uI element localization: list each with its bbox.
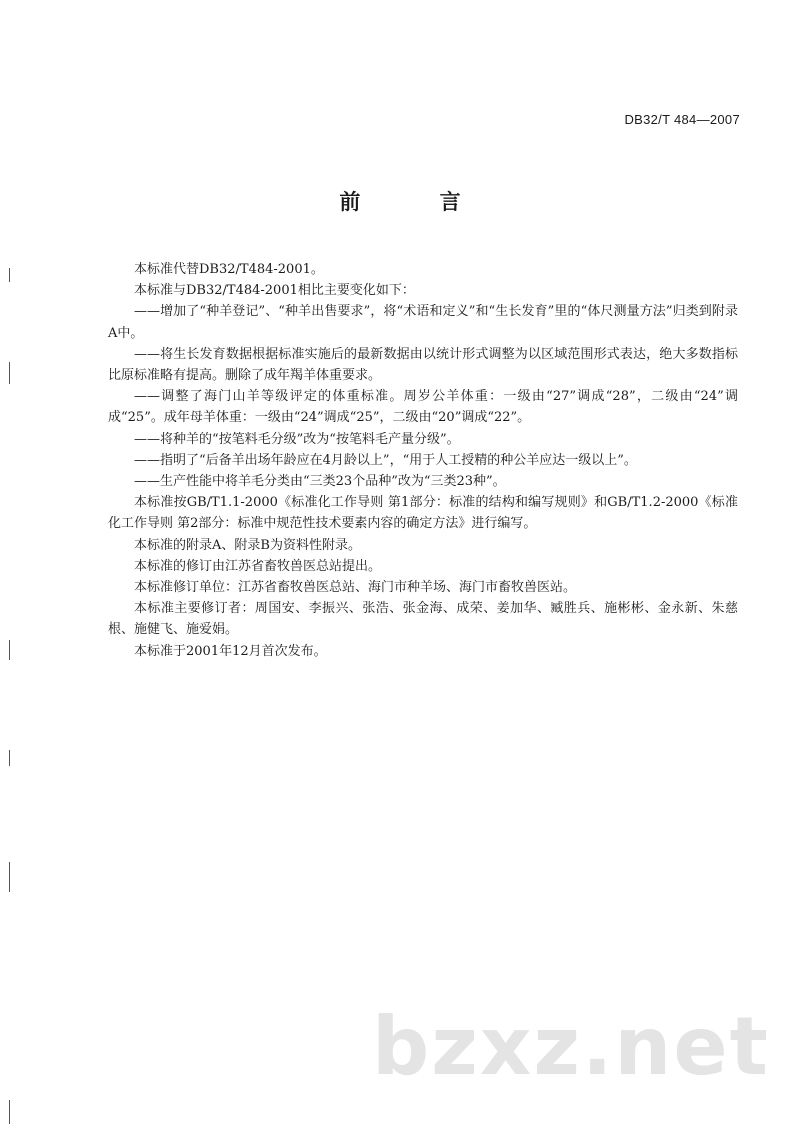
paragraph-change-3: ——调整了海门山羊等级评定的体重标准。周岁公羊体重：一级由“27”调成“28”，二级由“24”调成“25”。成年母羊体重：一级由“24”调成“25”，二级由“20”调成“22”。 — [108, 389, 738, 426]
paragraph-proposer: 本标准的修订由江苏省畜牧兽医总站提出。 — [134, 558, 382, 574]
paragraph-change-6: ——生产性能中将羊毛分类由“三类23个品种”改为“三类23种”。 — [134, 474, 506, 490]
scan-margin-mark — [9, 268, 10, 282]
paragraph-change-4: ——将种羊的“按笔料毛分级”改为“按笔料毛产量分级”。 — [134, 431, 460, 447]
paragraph-first-release: 本标准于2001年12月首次发布。 — [134, 643, 327, 659]
paragraph-revising-units: 本标准修订单位：江苏省畜牧兽医总站、海门市种羊场、海门市畜牧兽医站。 — [134, 580, 577, 596]
scan-margin-mark — [9, 640, 10, 660]
scan-margin-mark — [9, 862, 10, 892]
scan-margin-mark — [9, 362, 10, 384]
paragraph-change-2: ——将生长发育数据根据标准实施后的最新数据由以统计形式调整为以区域范围形式表达，绝大多数指标比原标准略有提高。删除了成年羯羊体重要求。 — [108, 346, 738, 384]
foreword-body — [108, 259, 738, 662]
scan-margin-mark — [9, 1100, 10, 1124]
watermark: bzxz.net — [372, 1000, 770, 1093]
paragraph-changes-intro: 本标准与DB32/T484-2001相比主要变化如下： — [134, 283, 415, 299]
page-title: 前 言 — [339, 190, 497, 214]
paragraph-change-5: ——指明了“后备羊出场年龄应在4月龄以上”，“用于人工授精的种公羊应达一级以上”。 — [134, 452, 637, 468]
paragraph-change-1: ——增加了“种羊登记”、“种羊出售要求”，将“术语和定义”和“生长发育”里的“体尺测量方法”归类到附录A中。 — [108, 304, 738, 341]
paragraph-drafting-rules: 本标准按GB/T1.1-2000《标准化工作导则 第1部分：标准的结构和编写规则》和GB/T1.2-2000《标准化工作导则 第2部分：标准中规范性技术要素内容的确定方法》进行编写。 — [108, 495, 738, 532]
paragraph-revisers: 本标准主要修订者：周国安、李振兴、张浩、张金海、成荣、姜加华、臧胜兵、施彬彬、金永新、朱慈根、施健飞、施爱娟。 — [108, 601, 738, 638]
paragraph-appendix: 本标准的附录A、附录B为资料性附录。 — [134, 537, 361, 553]
paragraph-replaces: 本标准代替DB32/T484-2001。 — [134, 262, 324, 277]
document-code: DB32/T 484—2007 — [624, 112, 740, 127]
scan-margin-mark — [9, 750, 10, 766]
